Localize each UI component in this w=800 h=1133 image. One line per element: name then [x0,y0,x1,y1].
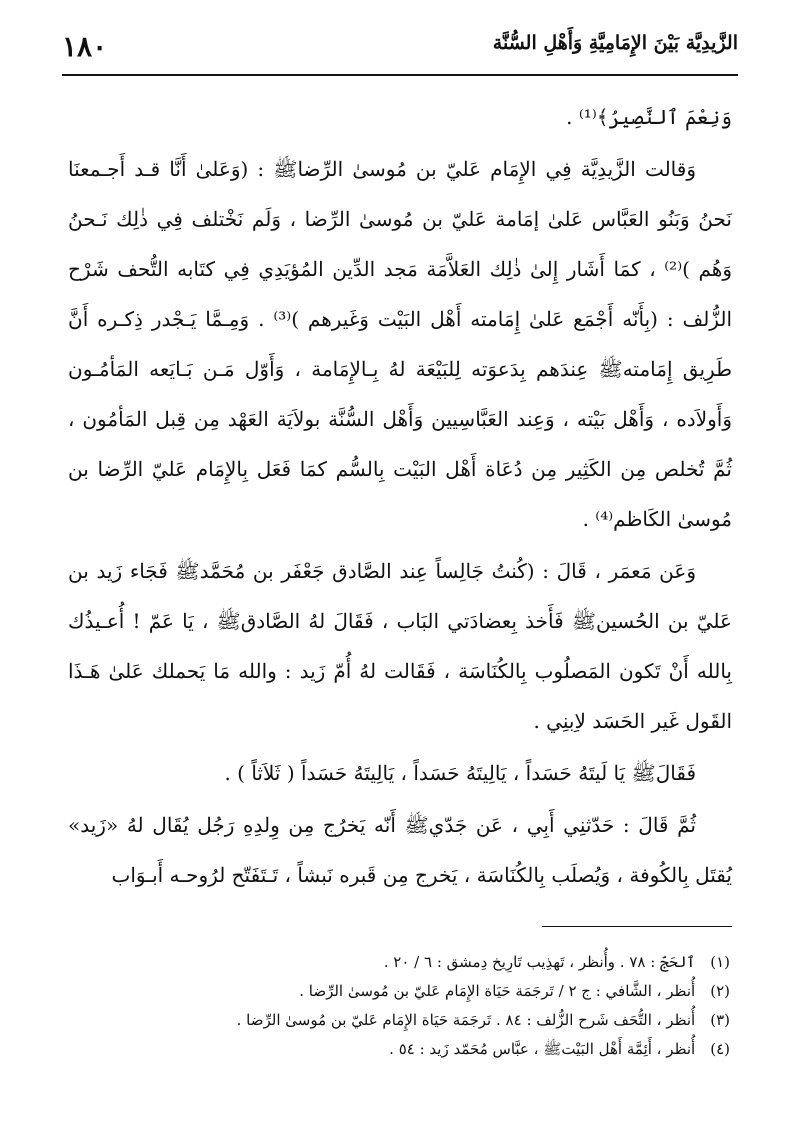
page-header [62,28,738,76]
footnote-text: أُنظر ، الشَّافي : ج ٢ / تَرجَمَة حَيَاة الإِمَام عَليّ بن مُوسىٰ الرِّضا . [299,982,696,1000]
paragraph: فَقَالَﷺ يَا لَيتَهُ حَسَداً ، يَالِيتَهُ حَسَداً ، يَالِيتَهُ حَسَداً ( ثَلاَثاً ) . [224,761,696,785]
paragraph: وَقالت الزَّيدِيَّة فِي الإِمَام عَليّ بن مُوسىٰ الرِّضاﷺ : (وَعَلىٰ أَنَّا قـد أَجـمعنَا نَحنُ وَبَنُو العَبَّاس عَلىٰ إمَامة عَليّ بن مُوسىٰ الرِّضا ، وَلَم نَخْتلف فِي ذٰلِك نَـحنُ وَهُم )⁽²⁾ ، كمَا أَشَار إِلىٰ ذٰلِك العَلاَّمَة مَجد الدِّين المُؤيَدِي فِي كتَابه التُّحف شَرْح الزُّلف : (بِأَنّه أَجْمَع عَلىٰ إِمَامته أَهْل البَيْت وَغَيرهم )⁽³⁾ . وَمِـمَّا يَـجْدر ذِكـره أَنَّ طَرِيق إِمَامتهﷺ عِندَهم بِدَعوَته لِلبَيْعَة لهُ بِـالإِمَامة ، وَأَوّل مَـن بَـايَعه المَأمُـون وَأَولاَده ، وَأَهْل بَيْته ، وَعِند العَبَّاسِيين وَأَهْل السُّنَّة بولاَيَة العَهْد مِن قِبل المَأمُون ، ثُمَّ تُخلص مِن الكَثِير مِن دُعَاة أَهْل البَيْت بِالسُّم كمَا فَعَل بِالإِمَام عَليّ الرِّضا بن مُوسىٰ الكَاظم⁽⁴⁾ . [68,157,732,531]
footnote-number: (١) [710,953,730,971]
footnote-number: (٤) [710,1040,730,1058]
main-text [68,92,732,902]
footnote-text: أُنظر ، أَئِمَّة أَهْل البَيْتﷺ ، عبَّاس مُحَمّد زَيد : ٥٤ . [389,1040,696,1058]
footnote-number: (٣) [710,1011,730,1029]
footnotes [68,948,730,1064]
page-number: ١٨٠ [62,30,108,63]
footnote-4 [68,1035,730,1064]
running-title: الزَّيدِيَّة بَيْنَ الإِمَامِيَّةِ وَأَهْلِ السُّنَّة [492,32,738,54]
footnote-number: (٢) [710,982,730,1000]
footnote-text: ٱلحَجّ : ٧٨ . وأُنظر ، تَهذِيب تَارِيخ دِمشق : ٦ / ٢٠ . [383,953,696,971]
footnote-text: أُنظر ، التُّحَف شَرح الزُّلف : ٨٤ . تَرجَمَة حَيَاة الإِمَام عَليّ بن مُوسىٰ الرِّضا . [236,1011,696,1029]
paragraph: وَعَن مَعمَر ، قَالَ : (كُنتُ جَالِساً عِند الصَّادق جَعْفَر بن مُحَمَّدﷺ فَجَاء زَيد بن عَليّ بن الحُسينﷺ فَأَخذ بِعضادَتي البَاب ، فَقَالَ لهُ الصَّادقﷺ ، يَا عَمّ ! أُعـيذُك بِالله أَنْ تَكون المَصلُوب بِالكُنَاسَة ، فَقَالت لهُ أُمّ زَيد : والله مَا يَحملك عَلىٰ هَـذَا القَول غَير الحَسَد لاِبنِي . [68,559,732,733]
footnote-2 [68,977,730,1006]
footnote-3 [68,1006,730,1035]
footnote-divider [542,926,732,927]
paragraph: وَنِعْمَ ٱلنَّصِيرُ﴾⁽¹⁾ . [566,105,732,129]
footnote-1 [68,948,730,977]
paragraph: ثُمَّ قَالَ : حَدّثنِي أَبِي ، عَن جَدّيﷺ أَنّه يَخرُج مِن وِلدِهِ رَجُل يُقَال لهُ «زَيد» يُقتَل بِالكُوفة ، وَيُصلَب بِالكُنَاسَة ، يَخرج مِن قَبره نَبشاً ، تَـتَفَتّح لرُوحـه أَبـوَاب [68,813,732,887]
